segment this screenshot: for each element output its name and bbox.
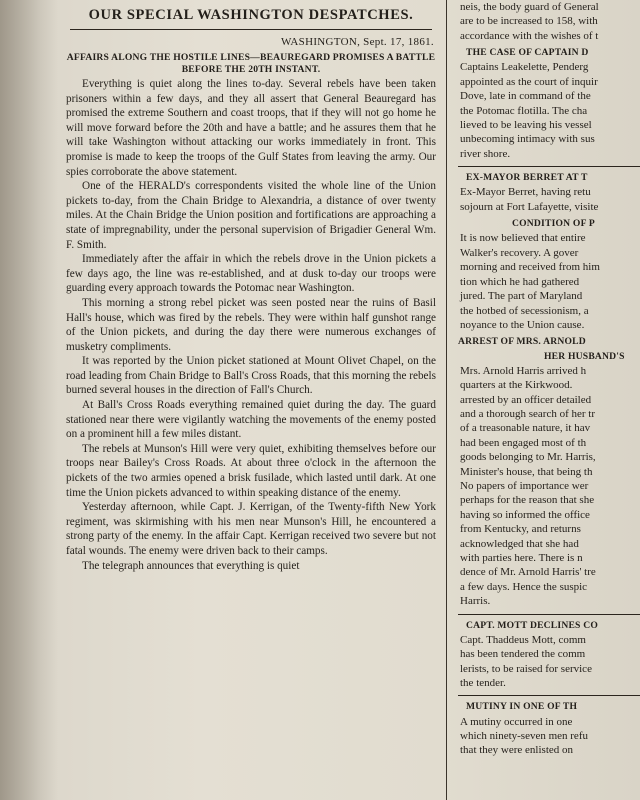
headline-rule [70, 29, 432, 30]
paragraph: At Ball's Cross Roads everything remained quiet during the day. The guard stationed near there were vigilantly watching the movements of the enemy posted on a prominent hill a few miles distant. [66, 399, 436, 441]
right-column-line: No papers of importance wer [460, 479, 589, 492]
right-column-line: accordance with the wishes of t [460, 29, 599, 42]
dateline: WASHINGTON, Sept. 17, 1861. [280, 36, 434, 48]
right-section-2 [452, 60, 640, 161]
right-column-line: quarters at the Kirkwood. [460, 379, 573, 392]
right-column-line: that they were enlisted on [460, 744, 574, 757]
right-column-line: jured. The part of Maryland [460, 290, 583, 303]
right-column-line: and a thorough search of her tr [460, 407, 596, 420]
right-section-5 [452, 364, 640, 609]
paragraph: Everything is quiet along the lines to-day. Several rebels have been taken prisoners within a few days, and they all assert that General Beauregard has promised the extreme Southern and coast troops, that if they will not go home he will move forward before the 20th and have a battle; and he assures them that he will take Washington without attacking our works immediately in front. This promise is made to keep the troops of the Gulf States from leaving the army. Our spies corroborate the above statement. [66, 78, 436, 178]
right-column-line: appointed as the court of inquir [460, 75, 598, 88]
right-section-1 [452, 0, 640, 43]
right-column-line: has been tendered the comm [460, 648, 586, 661]
right-column-line: tion which he had gathered [460, 275, 580, 288]
right-column-line: It is now believed that entire [460, 232, 586, 245]
right-column-line: arrested by an officer detailed [460, 393, 592, 406]
paragraph: The rebels at Munson's Hill were very quiet, exhibiting themselves before our troops near Bailey's Cross Roads. At about three o'clock in the afternoon the pickets of the two armies opened a brisk fusilade, which lasted until dark. At one time the Union pickets advanced to within speaking distance of the enemy. [66, 442, 436, 499]
right-column-line: Mrs. Arnold Harris arrived h [460, 364, 587, 377]
right-column-line: Harris. [460, 595, 491, 608]
right-column-line: the tender. [460, 677, 506, 690]
right-section-7 [452, 715, 640, 758]
right-column-line: acknowledged that she had [460, 537, 579, 550]
paragraph: Yesterday afternoon, while Capt. J. Kerrigan, of the Twenty-fifth New York regiment, was skirmishing with his men near Munson's Hill, he encountered a strong party of the enemy. In the affair Capt. Kerrigan received two severe but not fatal wounds. The enemy were driven back to their camps. [66, 501, 436, 557]
right-column-line: noyance to the Union cause. [460, 318, 585, 331]
right-column-line: which ninety-seven men refu [460, 730, 588, 743]
right-section-6 [452, 633, 640, 691]
right-column-line: from Kentucky, and returns [460, 523, 581, 536]
right-column-line: Ex-Mayor Berret, having retu [460, 186, 591, 199]
section-head: THE CASE OF CAPTAIN D [466, 47, 589, 59]
paragraph: Immediately after the affair in which the rebels drove in the Union pickets a few days ago, the line was re-established, and at dusk to-day our troops were guarding every approach towards the Potomac near Washington. [66, 253, 436, 295]
right-column-line: unbecoming intimacy with sus [460, 133, 595, 146]
right-column-line: lerists, to be raised for service [460, 662, 592, 675]
right-column-line: perhaps for the reason that she [460, 494, 595, 507]
paragraph: This morning a strong rebel picket was seen posted near the ruins of Basil Hall's house, which was fired by the rebels. They were within half gunshot range of the Union pickets, and during the day there were numerous exchanges of musketry compliments. [66, 296, 436, 353]
right-column-line: neis, the body guard of General [460, 1, 599, 13]
section-rule [458, 166, 640, 167]
right-column-line: Capt. Thaddeus Mott, comm [460, 633, 586, 646]
section-head: MUTINY IN ONE OF TH [466, 701, 578, 713]
right-column-line: sojourn at Fort Lafayette, visite [460, 200, 599, 213]
section-head: EX-MAYOR BERRET AT T [466, 172, 588, 184]
section-head: HER HUSBAND'S [544, 350, 625, 362]
main-column [60, 0, 442, 800]
right-column-line: a few days. Hence the suspic [460, 580, 588, 593]
section-head: ARREST OF MRS. ARNOLD [458, 336, 586, 348]
right-column-line: are to be increased to 158, with [460, 15, 598, 28]
section-rule [458, 695, 640, 696]
right-section-3 [452, 185, 640, 214]
paragraph: The telegraph announces that everything is quiet [82, 559, 300, 572]
right-column-line: Minister's house, that being th [460, 465, 593, 478]
right-column-line: lieved to be leaving his vessel [460, 119, 592, 132]
right-column-line: of a treasonable nature, it hav [460, 422, 591, 435]
headline: OUR SPECIAL WASHINGTON DESPATCHES. [88, 7, 414, 23]
right-column-line: Walker's recovery. A gover [460, 246, 579, 259]
right-column-line: morning and received from him [460, 261, 600, 274]
section-head: CONDITION OF P [512, 218, 595, 230]
section-head: CAPT. MOTT DECLINES CO [466, 619, 598, 631]
right-column-line: goods belonging to Mr. Harris, [460, 451, 596, 464]
right-section-4 [452, 231, 640, 332]
right-column [452, 0, 640, 800]
paragraph: It was reported by the Union picket stationed at Mount Olivet Chapel, on the road leading from Chain Bridge to Ball's Cross Roads, that this morning the rebels burned several houses in the direction of Fall's Church. [66, 355, 436, 397]
right-column-line: dence of Mr. Arnold Harris' tre [460, 566, 596, 579]
subhead: AFFAIRS ALONG THE HOSTILE LINES—BEAUREGARD PROMISES A BATTLE BEFORE THE 20TH INSTANT. [66, 52, 436, 75]
paragraph: One of the HERALD's correspondents visited the whole line of the Union pickets to-day, from the Chain Bridge to Alexandria, a distance of over twenty miles. At the Chain Bridge the Union position and fortifications are approaching a state of impregnability, under the personal supervision of Brigadier General Wm. F. Smith. [66, 180, 436, 251]
right-column-line: river shore. [460, 147, 511, 160]
right-column-line: the hotbed of secessionism, a [460, 304, 589, 317]
column-rule [446, 0, 447, 800]
right-column-line: A mutiny occurred in one [460, 715, 573, 728]
section-rule [458, 614, 640, 615]
right-column-line: Dove, late in command of the [460, 90, 591, 103]
right-column-line: having so informed the office [460, 508, 590, 521]
right-column-line: with parties here. There is n [460, 552, 583, 565]
page-fold-shadow [0, 0, 58, 800]
right-column-line: Captains Leakelette, Penderg [460, 61, 589, 74]
right-column-line: had been engaged most of th [460, 436, 587, 449]
right-column-line: the Potomac flotilla. The cha [460, 104, 588, 117]
